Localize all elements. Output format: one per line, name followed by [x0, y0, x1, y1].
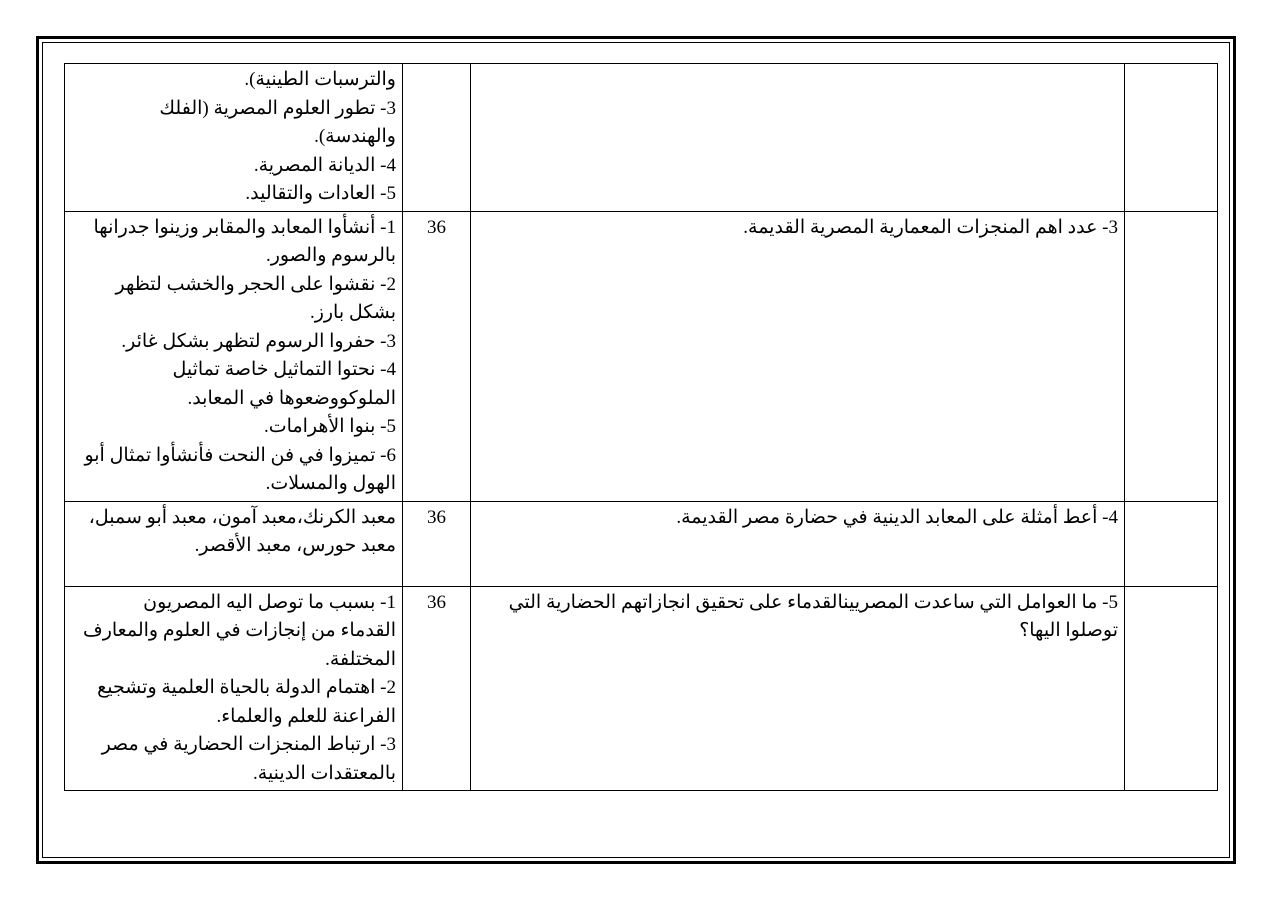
answer-cell: [65, 64, 403, 212]
answer-line: والترسبات الطينية).: [244, 69, 396, 90]
answer-line: معبد حورس، معبد الأقصر.: [194, 535, 396, 556]
marks-cell: [403, 64, 471, 212]
question-cell: [471, 64, 1125, 212]
answer-line: 5- العادات والتقاليد.: [245, 183, 396, 204]
marks-cell: [403, 586, 471, 791]
questions-table: [64, 63, 1218, 791]
answer-cell: [65, 586, 403, 791]
marks-value: 36: [427, 591, 446, 613]
answer-line: 5- بنوا الأهرامات.: [264, 416, 396, 437]
row-number-cell: [1125, 586, 1218, 791]
question-text: 3- عدد اهم المنجزات المعمارية المصرية القديمة.: [743, 216, 1118, 238]
answer-line: 3- تطور العلوم المصرية (الفلك: [159, 97, 396, 119]
question-cell: [471, 211, 1125, 501]
table-row: [65, 586, 1218, 791]
row-number-cell: [1125, 64, 1218, 212]
row-number-cell: [1125, 211, 1218, 501]
answer-line: والهندسة).: [314, 126, 396, 147]
answer-line: 3- ارتباط المنجزات الحضارية في مصر: [101, 734, 396, 755]
answer-line: المختلفة.: [325, 648, 396, 670]
answer-line: 1- بسبب ما توصل اليه المصريون: [143, 591, 396, 613]
marks-value: 36: [427, 216, 446, 238]
marks-cell: [403, 211, 471, 501]
answer-line: الملوكووضعوها في المعابد.: [187, 387, 396, 409]
row-number-cell: [1125, 501, 1218, 586]
question-cell: [471, 501, 1125, 586]
answer-line: معبد الكرنك،معبد آمون، معبد أبو سمبل،: [88, 506, 396, 528]
marks-cell: [403, 501, 471, 586]
question-cell: [471, 586, 1125, 791]
question-text: 5- ما العوامل التي ساعدت المصريينالقدماء على تحقيق انجازاتهم الحضارية التي: [508, 591, 1118, 613]
answer-line: الفراعنة للعلم والعلماء.: [216, 705, 396, 727]
table-row: [65, 501, 1218, 586]
answer-line: 6- تميزوا في فن النحت فأنشأوا تمثال أبو: [84, 444, 396, 466]
table-row: [65, 64, 1218, 212]
answer-cell: [65, 501, 403, 586]
question-text: توصلوا اليها؟: [1019, 620, 1118, 641]
question-text: 4- أعط أمثلة على المعابد الدينية في حضارة مصر القديمة.: [676, 506, 1118, 528]
answer-line: بشكل بارز.: [309, 302, 396, 323]
answer-cell: [65, 211, 403, 501]
marks-value: 36: [427, 506, 446, 528]
answer-line: بالرسوم والصور.: [265, 245, 396, 266]
answer-line: 2- نقشوا على الحجر والخشب لتظهر: [115, 273, 396, 295]
answer-line: 4- الديانة المصرية.: [253, 154, 396, 176]
answer-line: 3- حفروا الرسوم لتظهر بشكل غائر.: [121, 330, 396, 352]
answer-line: الهول والمسلات.: [265, 473, 396, 494]
answer-line: 1- أنشأوا المعابد والمقابر وزينوا جدرانها: [93, 216, 396, 238]
table-row: [65, 211, 1218, 501]
answer-line: القدماء من إنجازات في العلوم والمعارف: [83, 620, 396, 641]
answer-line: بالمعتقدات الدينية.: [253, 762, 396, 784]
answer-line: 2- اهتمام الدولة بالحياة العلمية وتشجيع: [97, 677, 396, 698]
answer-line: 4- نحتوا التماثيل خاصة تماثيل: [172, 359, 396, 380]
